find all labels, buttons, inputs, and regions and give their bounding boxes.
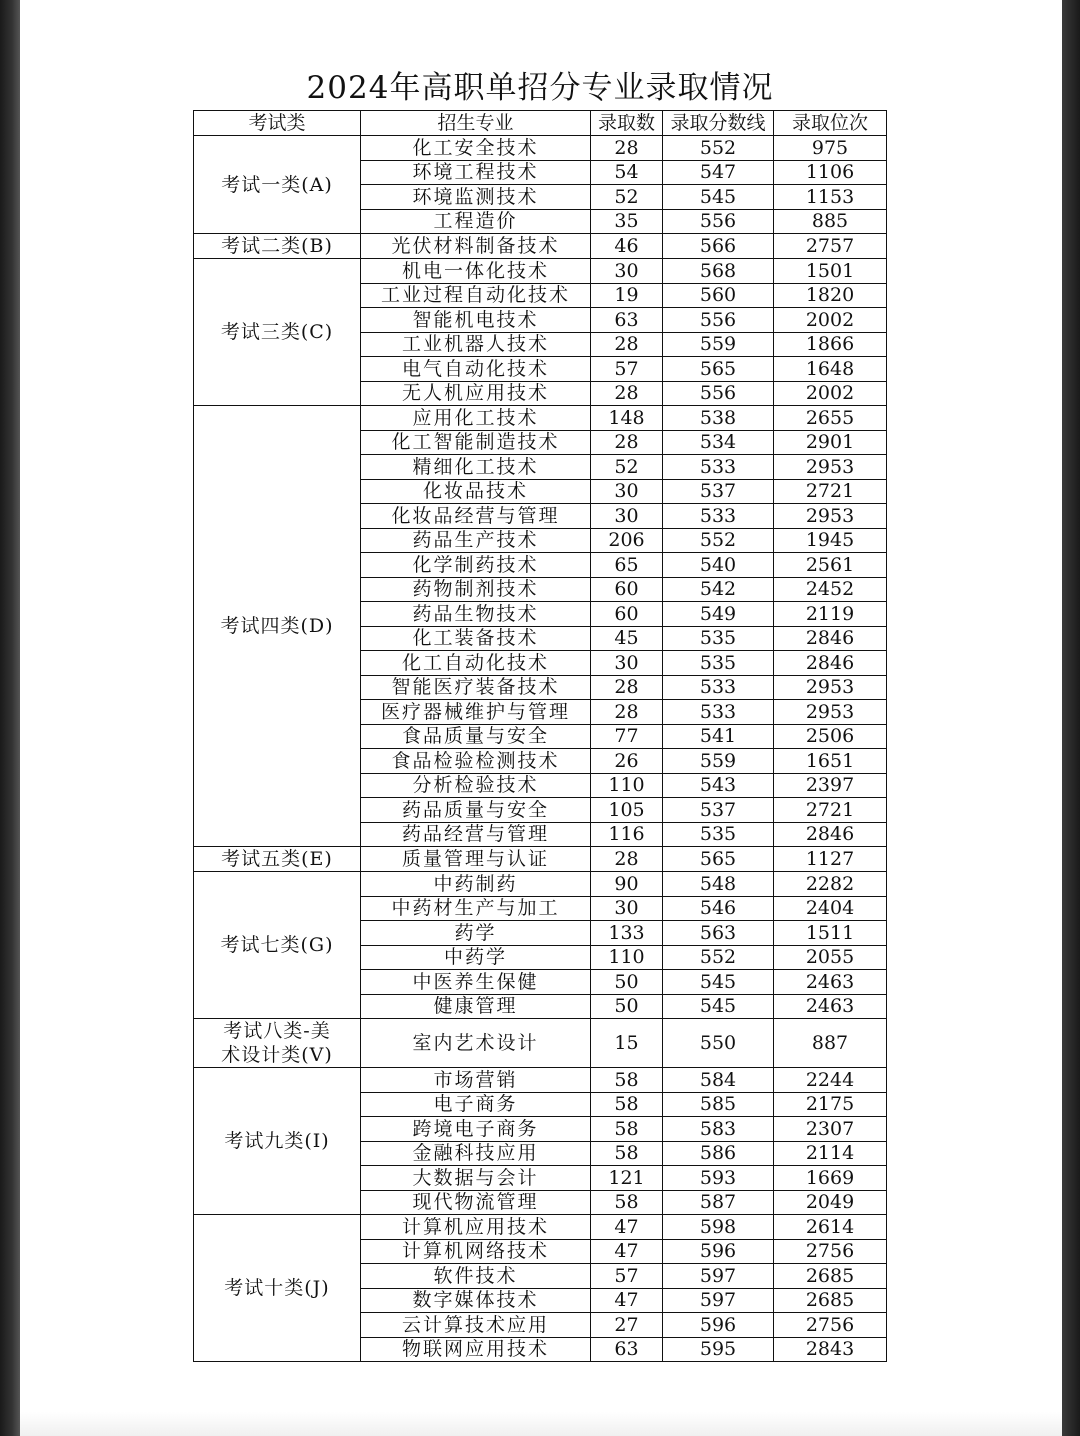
page-bottom-shadow: [20, 1412, 1062, 1436]
exam-category-cell: 考试九类(I): [194, 1068, 361, 1215]
major-cell: 智能医疗装备技术: [361, 675, 591, 700]
major-cell: 分析检验技术: [361, 773, 591, 798]
admitted-count-cell: 30: [591, 504, 663, 529]
rank-cell: 2307: [774, 1117, 887, 1142]
major-cell: 工业机器人技术: [361, 332, 591, 357]
admitted-count-cell: 19: [591, 283, 663, 308]
cutoff-score-cell: 597: [663, 1288, 774, 1313]
rank-cell: 2119: [774, 602, 887, 627]
major-cell: 中药学: [361, 945, 591, 970]
rank-cell: 2953: [774, 675, 887, 700]
admitted-count-cell: 110: [591, 945, 663, 970]
rank-cell: 2561: [774, 553, 887, 578]
header-cutoff-score: 录取分数线: [663, 111, 774, 136]
admitted-count-cell: 50: [591, 994, 663, 1019]
rank-cell: 1651: [774, 749, 887, 774]
admitted-count-cell: 52: [591, 455, 663, 480]
cutoff-score-cell: 593: [663, 1166, 774, 1191]
admitted-count-cell: 35: [591, 209, 663, 234]
major-cell: 中药材生产与加工: [361, 896, 591, 921]
rank-cell: 2721: [774, 479, 887, 504]
rank-cell: 2846: [774, 822, 887, 847]
cutoff-score-cell: 537: [663, 798, 774, 823]
rank-cell: 2002: [774, 308, 887, 333]
major-cell: 物联网应用技术: [361, 1337, 591, 1362]
cutoff-score-cell: 538: [663, 406, 774, 431]
major-cell: 电子商务: [361, 1092, 591, 1117]
table-row: [194, 259, 887, 284]
admitted-count-cell: 63: [591, 1337, 663, 1362]
cutoff-score-cell: 565: [663, 357, 774, 382]
major-cell: 应用化工技术: [361, 406, 591, 431]
admitted-count-cell: 47: [591, 1239, 663, 1264]
admitted-count-cell: 27: [591, 1313, 663, 1338]
major-cell: 食品检验检测技术: [361, 749, 591, 774]
major-cell: 软件技术: [361, 1264, 591, 1289]
admitted-count-cell: 28: [591, 700, 663, 725]
cutoff-score-cell: 552: [663, 528, 774, 553]
header-admitted-count: 录取数: [591, 111, 663, 136]
page-title: 2024年高职单招分专业录取情况: [306, 70, 774, 106]
cutoff-score-cell: 545: [663, 994, 774, 1019]
admitted-count-cell: 30: [591, 479, 663, 504]
major-cell: 药学: [361, 921, 591, 946]
cutoff-score-cell: 586: [663, 1141, 774, 1166]
cutoff-score-cell: 559: [663, 332, 774, 357]
rank-cell: 2506: [774, 724, 887, 749]
major-cell: 药品质量与安全: [361, 798, 591, 823]
rank-cell: 885: [774, 209, 887, 234]
exam-category-cell: 考试三类(C): [194, 259, 361, 406]
admitted-count-cell: 28: [591, 430, 663, 455]
rank-cell: 2655: [774, 406, 887, 431]
rank-cell: 1820: [774, 283, 887, 308]
admitted-count-cell: 65: [591, 553, 663, 578]
admitted-count-cell: 60: [591, 577, 663, 602]
admitted-count-cell: 60: [591, 602, 663, 627]
rank-cell: 2002: [774, 381, 887, 406]
rank-cell: 2953: [774, 455, 887, 480]
header-category: 考试类: [194, 111, 361, 136]
rank-cell: 2614: [774, 1215, 887, 1240]
admitted-count-cell: 50: [591, 970, 663, 995]
major-cell: 工业过程自动化技术: [361, 283, 591, 308]
exam-category-cell: 考试四类(D): [194, 406, 361, 847]
table-row: [194, 1068, 887, 1093]
cutoff-score-cell: 543: [663, 773, 774, 798]
cutoff-score-cell: 533: [663, 504, 774, 529]
table-body: [194, 136, 887, 1362]
rank-cell: 2846: [774, 651, 887, 676]
cutoff-score-cell: 534: [663, 430, 774, 455]
table-row: [194, 1019, 887, 1068]
major-cell: 药物制剂技术: [361, 577, 591, 602]
cutoff-score-cell: 533: [663, 455, 774, 480]
rank-cell: 1648: [774, 357, 887, 382]
cutoff-score-cell: 535: [663, 822, 774, 847]
table-row: [194, 406, 887, 431]
cutoff-score-cell: 560: [663, 283, 774, 308]
admitted-count-cell: 15: [591, 1019, 663, 1068]
admitted-count-cell: 28: [591, 847, 663, 872]
major-cell: 无人机应用技术: [361, 381, 591, 406]
cutoff-score-cell: 542: [663, 577, 774, 602]
cutoff-score-cell: 559: [663, 749, 774, 774]
major-cell: 大数据与会计: [361, 1166, 591, 1191]
major-cell: 工程造价: [361, 209, 591, 234]
cutoff-score-cell: 545: [663, 185, 774, 210]
admitted-count-cell: 58: [591, 1068, 663, 1093]
admitted-count-cell: 63: [591, 308, 663, 333]
admitted-count-cell: 30: [591, 651, 663, 676]
admitted-count-cell: 58: [591, 1190, 663, 1215]
table-row: [194, 847, 887, 872]
rank-cell: 1501: [774, 259, 887, 284]
header-major: 招生专业: [361, 111, 591, 136]
cutoff-score-cell: 548: [663, 872, 774, 897]
admitted-count-cell: 45: [591, 626, 663, 651]
admitted-count-cell: 206: [591, 528, 663, 553]
major-cell: 环境监测技术: [361, 185, 591, 210]
admitted-count-cell: 52: [591, 185, 663, 210]
admitted-count-cell: 110: [591, 773, 663, 798]
cutoff-score-cell: 596: [663, 1239, 774, 1264]
admitted-count-cell: 133: [591, 921, 663, 946]
major-cell: 数字媒体技术: [361, 1288, 591, 1313]
rank-cell: 2463: [774, 970, 887, 995]
rank-cell: 2452: [774, 577, 887, 602]
admitted-count-cell: 30: [591, 259, 663, 284]
major-cell: 光伏材料制备技术: [361, 234, 591, 259]
rank-cell: 2404: [774, 896, 887, 921]
admitted-count-cell: 105: [591, 798, 663, 823]
rank-cell: 2175: [774, 1092, 887, 1117]
rank-cell: 2463: [774, 994, 887, 1019]
cutoff-score-cell: 549: [663, 602, 774, 627]
major-cell: 化工安全技术: [361, 136, 591, 161]
major-cell: 现代物流管理: [361, 1190, 591, 1215]
cutoff-score-cell: 550: [663, 1019, 774, 1068]
header-rank: 录取位次: [774, 111, 887, 136]
rank-cell: 2756: [774, 1239, 887, 1264]
admitted-count-cell: 28: [591, 675, 663, 700]
rank-cell: 2901: [774, 430, 887, 455]
rank-cell: 2055: [774, 945, 887, 970]
rank-cell: 2721: [774, 798, 887, 823]
table-row: [194, 136, 887, 161]
rank-cell: 2282: [774, 872, 887, 897]
major-cell: 中药制药: [361, 872, 591, 897]
cutoff-score-cell: 556: [663, 209, 774, 234]
major-cell: 金融科技应用: [361, 1141, 591, 1166]
admitted-count-cell: 28: [591, 332, 663, 357]
admitted-count-cell: 58: [591, 1141, 663, 1166]
rank-cell: 1127: [774, 847, 887, 872]
table-header-row: [194, 111, 887, 136]
cutoff-score-cell: 565: [663, 847, 774, 872]
left-edge: [0, 0, 20, 1436]
major-cell: 药品经营与管理: [361, 822, 591, 847]
admitted-count-cell: 77: [591, 724, 663, 749]
cutoff-score-cell: 598: [663, 1215, 774, 1240]
table-row: [194, 234, 887, 259]
major-cell: 电气自动化技术: [361, 357, 591, 382]
rank-cell: 1945: [774, 528, 887, 553]
major-cell: 中医养生保健: [361, 970, 591, 995]
cutoff-score-cell: 568: [663, 259, 774, 284]
rank-cell: 975: [774, 136, 887, 161]
major-cell: 医疗器械维护与管理: [361, 700, 591, 725]
cutoff-score-cell: 541: [663, 724, 774, 749]
admission-table: [193, 110, 887, 1362]
rank-cell: 2843: [774, 1337, 887, 1362]
admitted-count-cell: 47: [591, 1215, 663, 1240]
exam-category-cell: 考试一类(A): [194, 136, 361, 234]
cutoff-score-cell: 535: [663, 651, 774, 676]
exam-category-cell: 考试七类(G): [194, 872, 361, 1019]
admitted-count-cell: 28: [591, 136, 663, 161]
cutoff-score-cell: 552: [663, 945, 774, 970]
cutoff-score-cell: 537: [663, 479, 774, 504]
major-cell: 药品生物技术: [361, 602, 591, 627]
major-cell: 计算机应用技术: [361, 1215, 591, 1240]
cutoff-score-cell: 556: [663, 308, 774, 333]
rank-cell: 2953: [774, 504, 887, 529]
exam-category-cell: 考试十类(J): [194, 1215, 361, 1362]
cutoff-score-cell: 547: [663, 160, 774, 185]
admitted-count-cell: 57: [591, 1264, 663, 1289]
major-cell: 化工装备技术: [361, 626, 591, 651]
major-cell: 化妆品技术: [361, 479, 591, 504]
cutoff-score-cell: 563: [663, 921, 774, 946]
exam-category-cell: 考试二类(B): [194, 234, 361, 259]
admitted-count-cell: 148: [591, 406, 663, 431]
admitted-count-cell: 54: [591, 160, 663, 185]
rank-cell: 2397: [774, 773, 887, 798]
admitted-count-cell: 121: [591, 1166, 663, 1191]
exam-category-cell: 考试五类(E): [194, 847, 361, 872]
rank-cell: 2757: [774, 234, 887, 259]
admitted-count-cell: 28: [591, 381, 663, 406]
major-cell: 智能机电技术: [361, 308, 591, 333]
rank-cell: 2114: [774, 1141, 887, 1166]
major-cell: 食品质量与安全: [361, 724, 591, 749]
cutoff-score-cell: 595: [663, 1337, 774, 1362]
cutoff-score-cell: 587: [663, 1190, 774, 1215]
rank-cell: 2244: [774, 1068, 887, 1093]
admitted-count-cell: 30: [591, 896, 663, 921]
major-cell: 化妆品经营与管理: [361, 504, 591, 529]
admitted-count-cell: 116: [591, 822, 663, 847]
rank-cell: 2756: [774, 1313, 887, 1338]
rank-cell: 1669: [774, 1166, 887, 1191]
right-edge: [1062, 0, 1080, 1436]
major-cell: 精细化工技术: [361, 455, 591, 480]
major-cell: 质量管理与认证: [361, 847, 591, 872]
admitted-count-cell: 46: [591, 234, 663, 259]
rank-cell: 2846: [774, 626, 887, 651]
cutoff-score-cell: 583: [663, 1117, 774, 1142]
rank-cell: 1153: [774, 185, 887, 210]
major-cell: 药品生产技术: [361, 528, 591, 553]
cutoff-score-cell: 556: [663, 381, 774, 406]
rank-cell: 2049: [774, 1190, 887, 1215]
rank-cell: 887: [774, 1019, 887, 1068]
admitted-count-cell: 58: [591, 1092, 663, 1117]
table-row: [194, 872, 887, 897]
cutoff-score-cell: 535: [663, 626, 774, 651]
rank-cell: 1511: [774, 921, 887, 946]
admitted-count-cell: 47: [591, 1288, 663, 1313]
cutoff-score-cell: 584: [663, 1068, 774, 1093]
major-cell: 市场营销: [361, 1068, 591, 1093]
cutoff-score-cell: 540: [663, 553, 774, 578]
cutoff-score-cell: 566: [663, 234, 774, 259]
rank-cell: 2685: [774, 1288, 887, 1313]
major-cell: 室内艺术设计: [361, 1019, 591, 1068]
major-cell: 健康管理: [361, 994, 591, 1019]
cutoff-score-cell: 545: [663, 970, 774, 995]
major-cell: 环境工程技术: [361, 160, 591, 185]
major-cell: 计算机网络技术: [361, 1239, 591, 1264]
admitted-count-cell: 90: [591, 872, 663, 897]
rank-cell: 1106: [774, 160, 887, 185]
rank-cell: 1866: [774, 332, 887, 357]
major-cell: 云计算技术应用: [361, 1313, 591, 1338]
major-cell: 跨境电子商务: [361, 1117, 591, 1142]
major-cell: 化学制药技术: [361, 553, 591, 578]
major-cell: 机电一体化技术: [361, 259, 591, 284]
major-cell: 化工自动化技术: [361, 651, 591, 676]
major-cell: 化工智能制造技术: [361, 430, 591, 455]
cutoff-score-cell: 552: [663, 136, 774, 161]
cutoff-score-cell: 585: [663, 1092, 774, 1117]
rank-cell: 2953: [774, 700, 887, 725]
admitted-count-cell: 26: [591, 749, 663, 774]
cutoff-score-cell: 597: [663, 1264, 774, 1289]
admitted-count-cell: 58: [591, 1117, 663, 1142]
rank-cell: 2685: [774, 1264, 887, 1289]
cutoff-score-cell: 596: [663, 1313, 774, 1338]
table-row: [194, 1215, 887, 1240]
cutoff-score-cell: 546: [663, 896, 774, 921]
cutoff-score-cell: 533: [663, 675, 774, 700]
admitted-count-cell: 57: [591, 357, 663, 382]
cutoff-score-cell: 533: [663, 700, 774, 725]
exam-category-cell: 考试八类-美术设计类(V): [194, 1019, 361, 1068]
